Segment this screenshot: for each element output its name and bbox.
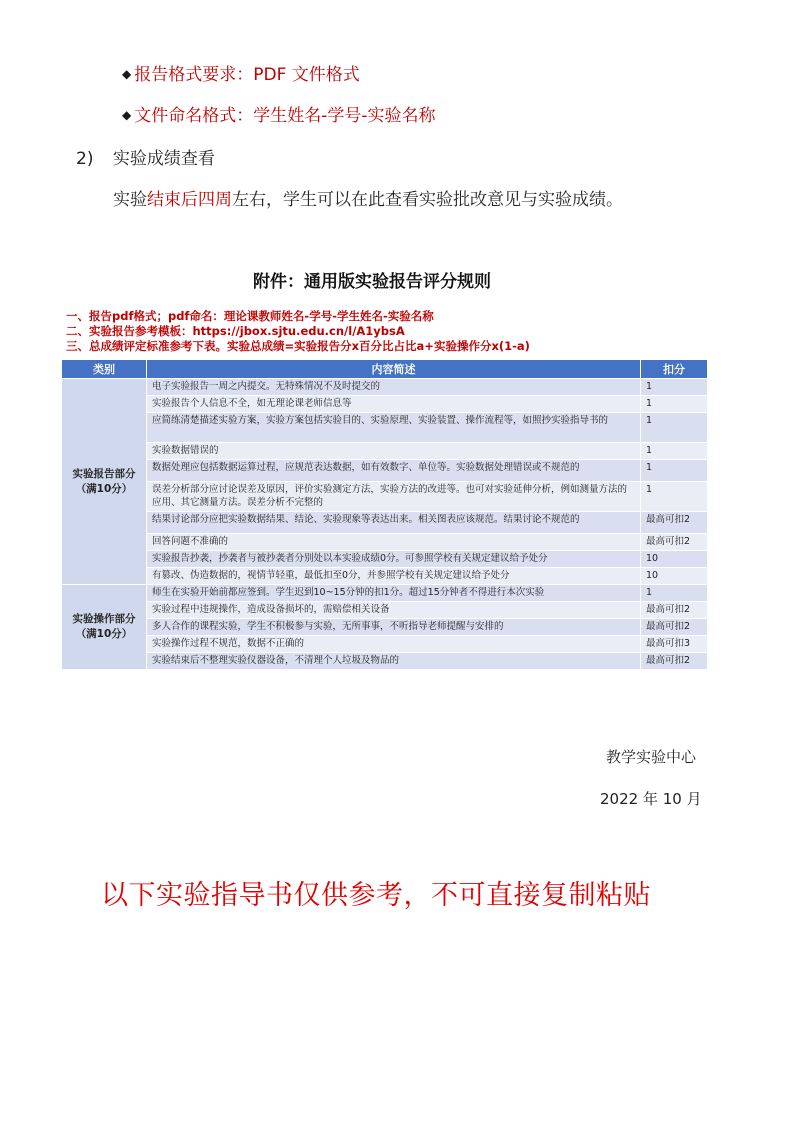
row-content: 回答问题不准确的 bbox=[147, 534, 641, 551]
row-content: 实验过程中违规操作，造成设备损坏的，需赔偿相关设备 bbox=[147, 602, 641, 619]
section-heading bbox=[76, 144, 215, 169]
row-deduct: 最高可扣2 bbox=[641, 619, 708, 636]
row-content: 实验数据错误的 bbox=[147, 443, 641, 460]
table-row bbox=[62, 379, 708, 396]
row-content: 误差分析部分应讨论误差及原因，评价实验测定方法，实验方法的改进等。也可对实验延伸分析，例如测量方法的应用、其它测量方法。误差分析不完整的 bbox=[147, 482, 641, 512]
table-row bbox=[62, 602, 708, 619]
row-deduct: 1 bbox=[641, 585, 708, 602]
row-deduct: 10 bbox=[641, 551, 708, 568]
category-operation: 实验操作部分 （满10分） bbox=[62, 585, 147, 670]
appendix-title: 附件：通用版实验报告评分规则 bbox=[253, 272, 491, 292]
header-content: 内容简述 bbox=[147, 360, 641, 379]
appendix-notes bbox=[66, 309, 530, 354]
row-deduct: 1 bbox=[641, 396, 708, 413]
section-paragraph: 实验结束后四周左右，学生可以在此查看实验批改意见与实验成绩。 bbox=[113, 190, 623, 210]
row-deduct: 1 bbox=[641, 482, 708, 512]
row-content: 实验操作过程不规范，数据不正确的 bbox=[147, 636, 641, 653]
table-row bbox=[62, 619, 708, 636]
row-content: 电子实验报告一周之内提交。无特殊情况不及时提交的 bbox=[147, 379, 641, 396]
row-deduct: 1 bbox=[641, 443, 708, 460]
diamond-icon: ◆ bbox=[122, 108, 132, 122]
row-deduct: 最高可扣3 bbox=[641, 636, 708, 653]
header-category: 类别 bbox=[62, 360, 147, 379]
table-row bbox=[62, 585, 708, 602]
row-content: 应简练清楚描述实验方案，实验方案包括实验目的、实验原理、实验装置、操作流程等，如照抄实验指导书的 bbox=[147, 413, 641, 443]
table-row bbox=[62, 568, 708, 585]
row-content: 实验报告抄袭，抄袭者与被抄袭者分别处以本实验成绩0分。可参照学校有关规定建议给予处分 bbox=[147, 551, 641, 568]
row-deduct: 1 bbox=[641, 460, 708, 482]
table-row bbox=[62, 482, 708, 512]
row-deduct: 10 bbox=[641, 568, 708, 585]
bullet-naming: ◆ 文件命名格式：学生姓名-学号-实验名称 bbox=[122, 106, 436, 126]
table-row bbox=[62, 396, 708, 413]
table-row bbox=[62, 413, 708, 443]
header-deduct: 扣分 bbox=[641, 360, 708, 379]
note-line: 二、实验报告参考模板：https://jbox.sjtu.edu.cn/l/A1ybsA bbox=[66, 324, 405, 338]
diamond-icon: ◆ bbox=[122, 67, 132, 81]
warning-text: 以下实验指导书仅供参考，不可直接复制粘贴 bbox=[101, 880, 651, 911]
table-row bbox=[62, 551, 708, 568]
rubric-table bbox=[61, 359, 708, 670]
row-deduct: 最高可扣2 bbox=[641, 653, 708, 670]
row-content: 结果讨论部分应把实验数据结果、结论、实验现象等表达出来。相关图表应该规范。结果讨论不规范的 bbox=[147, 512, 641, 534]
row-content: 多人合作的课程实验，学生不积极参与实验，无所事事，不听指导老师提醒与安排的 bbox=[147, 619, 641, 636]
row-content: 有篡改、伪造数据的，视情节轻重，最低扣至0分，并参照学校有关规定建议给予处分 bbox=[147, 568, 641, 585]
row-content: 师生在实验开始前都应签到。学生迟到10~15分钟的扣1分。超过15分钟者不得进行本次实验 bbox=[147, 585, 641, 602]
row-deduct: 最高可扣2 bbox=[641, 534, 708, 551]
row-deduct: 1 bbox=[641, 379, 708, 396]
row-content: 实验报告个人信息不全，如无理论课老师信息等 bbox=[147, 396, 641, 413]
row-content: 数据处理应包括数据运算过程，应规范表达数据，如有效数字、单位等。实验数据处理错误或不规范的 bbox=[147, 460, 641, 482]
row-content: 实验结束后不整理实验仪器设备，不清理个人垃圾及物品的 bbox=[147, 653, 641, 670]
table-row bbox=[62, 636, 708, 653]
highlight-text: 结束后四周 bbox=[147, 190, 232, 210]
table-row bbox=[62, 443, 708, 460]
row-deduct: 最高可扣2 bbox=[641, 512, 708, 534]
bullet-format: ◆ 报告格式要求：PDF 文件格式 bbox=[122, 65, 360, 85]
row-deduct: 最高可扣2 bbox=[641, 602, 708, 619]
table-row bbox=[62, 653, 708, 670]
table-row bbox=[62, 512, 708, 534]
table-row bbox=[62, 460, 708, 482]
footer-date: 2022 年 10 月 bbox=[600, 790, 702, 808]
table-row bbox=[62, 534, 708, 551]
row-deduct: 1 bbox=[641, 413, 708, 443]
section-title: 实验成绩查看 bbox=[112, 149, 215, 169]
category-report: 实验报告部分 （满10分） bbox=[62, 379, 147, 585]
note-line: 三、总成绩评定标准参考下表。实验总成绩=实验报告分x百分比占比a+实验操作分x(1-a) bbox=[66, 339, 530, 353]
note-line: 一、报告pdf格式；pdf命名：理论课教师姓名-学号-学生姓名-实验名称 bbox=[66, 309, 434, 323]
footer-org: 教学实验中心 bbox=[606, 748, 697, 766]
section-number: 2) bbox=[76, 149, 94, 169]
